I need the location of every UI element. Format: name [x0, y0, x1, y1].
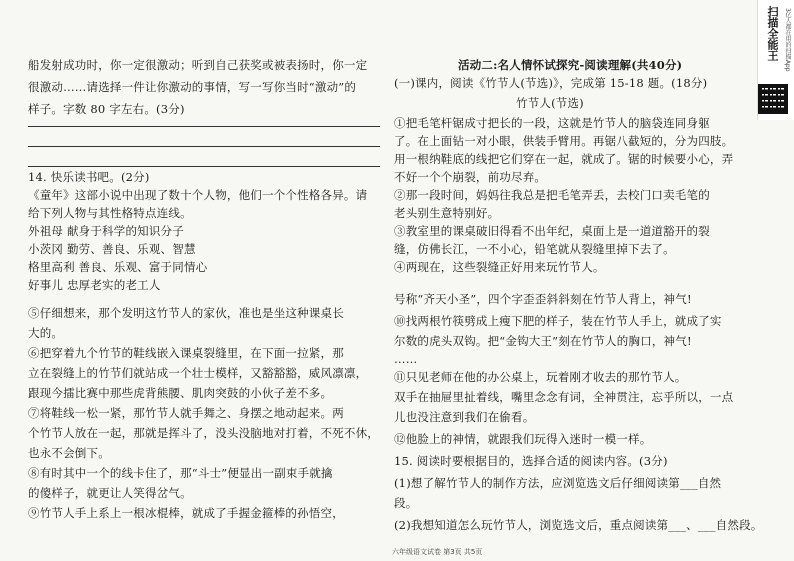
text-line: 也永不会倒下。 [28, 446, 110, 460]
text-line: 尔数的虎头双钩。把“金钩大王”刻在竹节人的胸口，神气! [394, 334, 692, 348]
passage-title: 竹节人(节选) [516, 96, 584, 110]
match-row: 好事儿 忠厚老实的老工人 [28, 278, 161, 292]
text-line: ⑦将鞋线一松一紧，那竹节人就手舞之、身摆之地动起来。两 [28, 406, 344, 420]
qr-code-icon [758, 84, 788, 114]
text-line: ⑩找两根竹筷劈成上瘦下肥的样子，装在竹节人手上，就成了实 [394, 314, 722, 328]
text-line: ⑤仔细想来，那个发明这竹节人的家伙，准也是坐这种课桌长 [28, 306, 344, 320]
question-15-title: 15. 阅读时要根据目的，选择合适的阅读内容。(3分) [394, 454, 668, 468]
text-line: 给下列人物与其性格特点连线。 [28, 206, 192, 220]
text-line: 缝，仿佛长江，一不小心，铅笔就从裂缝里掉下去了。 [394, 242, 675, 256]
section-title: 活动二:名人情怀试探究-阅读理解(共40分) [458, 58, 683, 72]
text-line: 用一根纳鞋底的线把它们穿在一起，就成了。锯的时候要小心，弄 [394, 152, 734, 166]
text-line: ⑫他脸上的神情，就跟我们玩得入迷时一模一样。 [394, 432, 652, 446]
text-line: 段。 [394, 496, 418, 510]
text-line: 不好一个个崩裂，前功尽弃。 [394, 170, 547, 184]
answer-line [28, 126, 380, 127]
text-line: ⑧有时其中一个的线卡住了，那“斗士”便显出一副束手就擒 [28, 466, 333, 480]
text-line: 个竹节人放在一起，那就是挥斗了，没头没脑地对打着，不死不休， [28, 426, 379, 440]
answer-line [28, 166, 380, 167]
match-row: 格里高利 善良、乐观、富于同情心 [28, 260, 208, 274]
text-line: 很激动……请选择一件让你激动的事情，写一写你当时“激动”的 [28, 80, 357, 94]
question-14-title: 14. 快乐读书吧。(2分) [28, 170, 150, 184]
text-line: 儿也没注意到我们在偷看。 [394, 410, 535, 424]
scanner-app-name: 扫描全能王 [766, 6, 779, 61]
question-15-1: (1)想了解竹节人的制作方法，应浏览选文后仔细阅读第___自然 [394, 476, 722, 490]
text-line: 样子。字数 80 字左右。(3分) [28, 102, 185, 116]
text-line: 双手在抽屉里扯着线，嘴里念念有词，全神贯注，忘乎所以，一点 [394, 390, 734, 404]
match-row: 小茨冈 勤劳、善良、乐观、智慧 [28, 242, 196, 256]
text-line: ⑪只见老师在他的办公桌上，玩着刚才收去的那竹节人。 [394, 370, 687, 384]
text-line: 船发射成功时，你一定很激动；听到自己获奖或被表扬时，你一定 [28, 58, 368, 72]
ellipsis: …… [394, 352, 418, 366]
text-line: ③教室里的课桌破旧得看不出年纪，桌面上是一道道豁开的裂 [394, 224, 710, 238]
scanner-watermark [757, 0, 794, 120]
text-line: ①把毛笔杆锯成寸把长的一段，这就是竹节人的脑袋连同身躯 [394, 116, 710, 130]
text-line: 跟现今擂比赛中那些虎背熊腰、肌肉突鼓的小伙子差不多。 [28, 386, 333, 400]
text-line: 大的。 [28, 326, 64, 340]
text-line: 的傻样子，就更让人笑得岔气。 [28, 486, 192, 500]
text-line: 《童年》这部小说中出现了数十个人物，他们一个个性格各异。请 [28, 188, 368, 202]
text-line: 号称“齐天小圣”，四个字歪歪斜斜刻在竹节人背上，神气! [394, 292, 692, 306]
text-line: ⑨竹节人手上系上一根冰棍棒，就成了手握金箍棒的孙悟空， [28, 506, 344, 520]
text-line: 老头别生意特别好。 [394, 206, 500, 220]
text-line: ④两现在，这些裂缝正好用来玩竹节人。 [394, 260, 605, 274]
text-line: ⑥把穿着九个竹节的鞋线嵌入课桌裂缝里，在下面一拉紧，那 [28, 346, 344, 360]
question-15-2: (2)我想知道怎么玩竹节人，浏览选文后，重点阅读第___、___自然段。 [394, 518, 763, 532]
page-footer: 六年级语文试卷 第3页 共5页 [392, 548, 483, 556]
text-line: 了。在上面钻一对小眼，供装手臂用。再锯八截短的，分为四肢。 [394, 134, 734, 148]
text-line: (一)课内，阅读《竹节人(节选)》，完成第 15-18 题。(18分) [394, 76, 708, 90]
text-line: 立在裂缝上的竹节们就站成一个壮士模样，又豁豁豁，威风凛凛， [28, 366, 368, 380]
text-line: ②那一段时间，妈妈往我总是把毛笔弄丢，去校门口卖毛笔的 [394, 188, 710, 202]
scanner-tagline: 3亿人都在用的扫描App [784, 8, 791, 72]
answer-line [28, 146, 380, 147]
match-row: 外祖母 献身于科学的知识分子 [28, 224, 184, 238]
